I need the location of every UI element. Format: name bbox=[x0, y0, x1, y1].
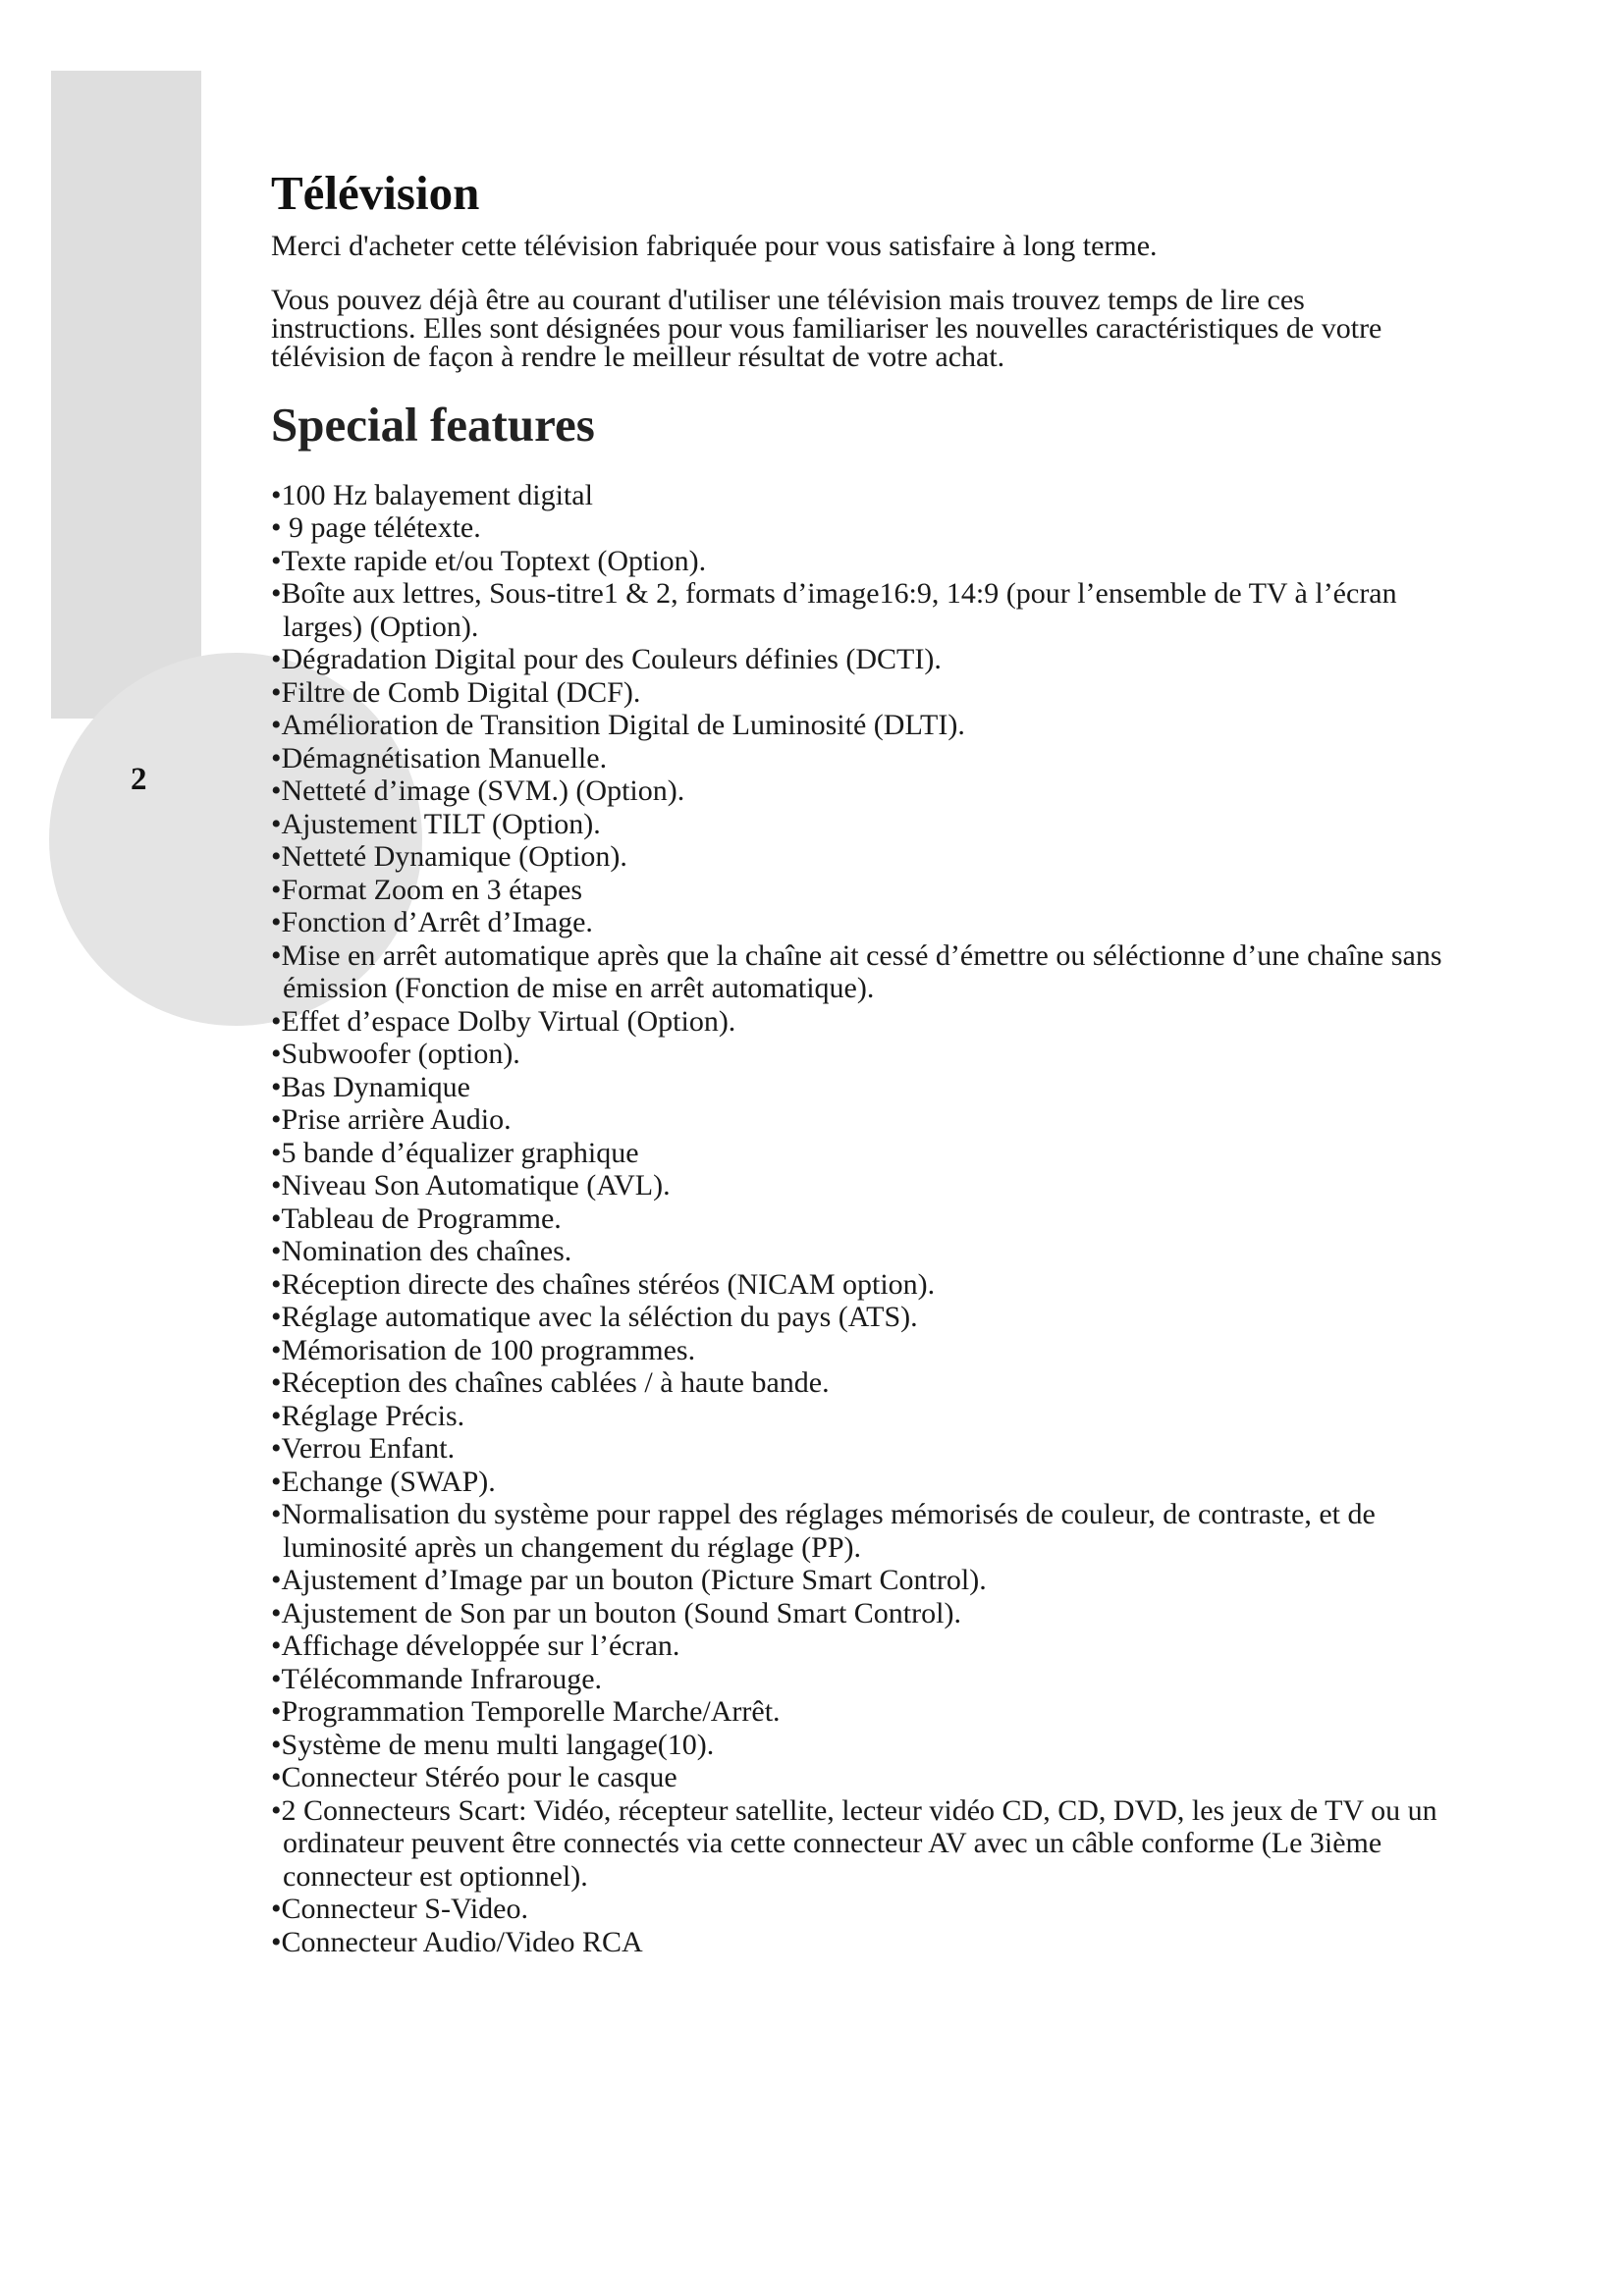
features-heading: Special features bbox=[271, 397, 595, 452]
feature-item: • 5 bande d’équalizer graphique bbox=[271, 1137, 1449, 1170]
feature-item: • Niveau Son Automatique (AVL). bbox=[271, 1169, 1449, 1202]
feature-item: • Ajustement d’Image par un bouton (Picture Smart Control). bbox=[271, 1564, 1449, 1597]
feature-item: • Fonction d’Arrêt d’Image. bbox=[271, 906, 1449, 939]
feature-item: • Réglage automatique avec la séléction du pays (ATS). bbox=[271, 1301, 1449, 1334]
feature-item: • Connecteur Audio/Video RCA bbox=[271, 1926, 1449, 1959]
feature-item: • Bas Dynamique bbox=[271, 1071, 1449, 1104]
intro-paragraph-1: Merci d'acheter cette télévision fabriquée pour vous satisfaire à long terme. bbox=[271, 229, 1158, 262]
feature-item: • Mémorisation de 100 programmes. bbox=[271, 1334, 1449, 1367]
feature-item: • 100 Hz balayement digital bbox=[271, 479, 1449, 512]
feature-item: • Boîte aux lettres, Sous-titre1 & 2, formats d’image16:9, 14:9 (pour l’ensemble de TV à l’écran larges) (Option). bbox=[271, 577, 1449, 643]
page-number: 2 bbox=[131, 762, 147, 797]
feature-item: • Démagnétisation Manuelle. bbox=[271, 742, 1449, 775]
feature-item: • Programmation Temporelle Marche/Arrêt. bbox=[271, 1695, 1449, 1729]
feature-item: • Affichage développée sur l’écran. bbox=[271, 1629, 1449, 1663]
side-tab-bar bbox=[51, 71, 201, 719]
feature-item: • Réception des chaînes cablées / à haute bande. bbox=[271, 1366, 1449, 1400]
feature-item: • 2 Connecteurs Scart: Vidéo, récepteur satellite, lecteur vidéo CD, CD, DVD, les jeux de TV ou un ordinateur peuvent être connectés via cette connecteur AV avec un câble conforme (Le 3ième connecteur est optionnel). bbox=[271, 1794, 1449, 1894]
feature-item: • Verrou Enfant. bbox=[271, 1432, 1449, 1466]
feature-item: • Nomination des chaînes. bbox=[271, 1235, 1449, 1268]
feature-item: • Prise arrière Audio. bbox=[271, 1103, 1449, 1137]
feature-item: • Tableau de Programme. bbox=[271, 1202, 1449, 1236]
feature-item: • Amélioration de Transition Digital de Luminosité (DLTI). bbox=[271, 709, 1449, 742]
feature-item: • Ajustement TILT (Option). bbox=[271, 808, 1449, 841]
feature-item: • Normalisation du système pour rappel des réglages mémorisés de couleur, de contraste, et de luminosité après un changement du réglage (PP). bbox=[271, 1498, 1449, 1564]
feature-item: • Texte rapide et/ou Toptext (Option). bbox=[271, 545, 1449, 578]
feature-item: • Réglage Précis. bbox=[271, 1400, 1449, 1433]
feature-item: • Connecteur S-Video. bbox=[271, 1893, 1449, 1926]
feature-item: • Subwoofer (option). bbox=[271, 1038, 1449, 1071]
feature-item: • Mise en arrêt automatique après que la chaîne ait cessé d’émettre ou séléctionne d’une chaîne sans émission (Fonction de mise en arrêt automatique). bbox=[271, 939, 1449, 1005]
feature-item: • Connecteur Stéréo pour le casque bbox=[271, 1761, 1449, 1794]
feature-item: • Dégradation Digital pour des Couleurs définies (DCTI). bbox=[271, 643, 1449, 676]
feature-item: • Télécommande Infrarouge. bbox=[271, 1663, 1449, 1696]
page-title: Télévision bbox=[271, 166, 480, 220]
intro-paragraph-2: Vous pouvez déjà être au courant d'utiliser une télévision mais trouvez temps de lire ces instructions. Elles sont désignées pour vous familiariser les nouvelles caractéristiques de votre télévision de façon à rendre le meilleur résultat de votre achat. bbox=[271, 283, 1382, 373]
feature-item: • Réception directe des chaînes stéréos (NICAM option). bbox=[271, 1268, 1449, 1302]
feature-item: • Netteté d’image (SVM.) (Option). bbox=[271, 774, 1449, 808]
page-content bbox=[271, 167, 1449, 1958]
feature-item: • Netteté Dynamique (Option). bbox=[271, 840, 1449, 874]
features-list bbox=[271, 479, 1449, 1959]
feature-item: • Filtre de Comb Digital (DCF). bbox=[271, 676, 1449, 710]
feature-item: • Ajustement de Son par un bouton (Sound Smart Control). bbox=[271, 1597, 1449, 1630]
feature-item: • Format Zoom en 3 étapes bbox=[271, 874, 1449, 907]
feature-item: • Effet d’espace Dolby Virtual (Option). bbox=[271, 1005, 1449, 1039]
feature-item: • 9 page télétexte. bbox=[271, 511, 1449, 545]
feature-item: • Système de menu multi langage(10). bbox=[271, 1729, 1449, 1762]
feature-item: • Echange (SWAP). bbox=[271, 1466, 1449, 1499]
